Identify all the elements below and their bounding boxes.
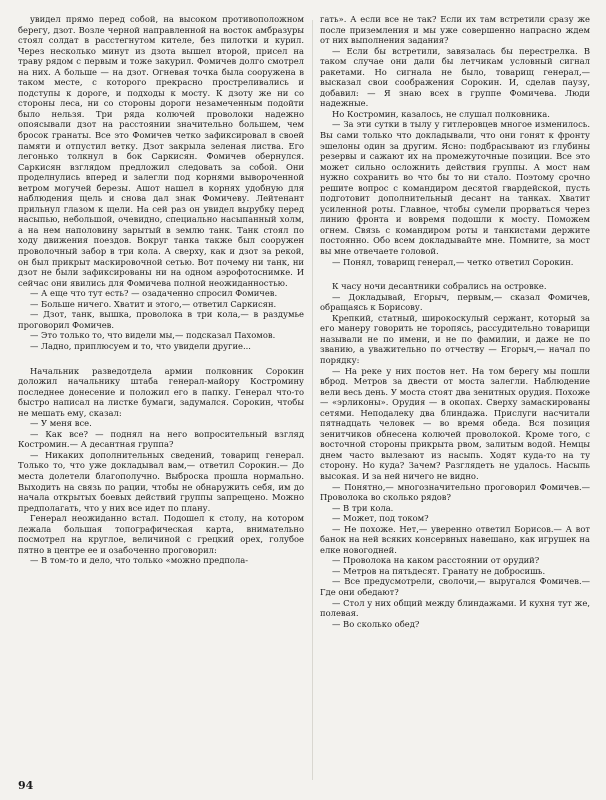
paragraph: — Проволока на каком расстоянии от орудий? xyxy=(332,555,540,566)
paragraph: К часу ночи десантники собрались на островке. xyxy=(332,281,547,292)
paragraph: Начальник разведотдела армии полковник Сорокин доложил начальнику штаба генерал-майору Костромину последнее донесение и положил его в папку. Генерал что-то быстро написал на листке бумаги, задумался. Сорокин, чтобы не мешать ему, сказал: xyxy=(18,365,304,418)
paragraph: — В три кола. xyxy=(332,502,394,513)
paragraph: увидел прямо перед собой, на высоком противоположном берегу, дзот. Возле черной направленной на восток амбразуры стоял солдат в расстегнутом кителе, без пилотки и курил. Через несколько минут из дзота вышел второй, присел на траву рядом с первым и тоже закурил. Фомичев долго смотрел на них. А больше — на дзот. Огневая точка была сооружена в таком месте, с которого прекрасно простреливались и подступы к дороге, и подходы к мосту. К дзоту же ни со стороны леса, ни со стороны дороги незамеченным подойти было нельзя. Три ряда колючей проволоки надежно опоясывали дзот на расстоянии значительно большем, чем бросок гранаты. Все это Фомичев четко зафиксировал в своей памяти и отпустил ветку. Дзот закрыла зеленая листва. Его легонько толкнул в бок Саркисян. Фомичев обернулся. Саркисян взглядом предложил следовать за собой. Они проделнулись вперед и залегли под корнями вывороченной ветром могучей березы. Ашот нашел в корнях удобную для наблюдения щель и снова дал знак Фомичеву. Лейтенант прильнул глазом к щели. На сей раз он увидел вырубку перед насыпью, небольшой, очевидно, специально насыпанный холм, а на нем наполовину зарытый в землю танк. Танк стоял по ходу движения поездов. Вокруг танка также был сооружен проволочный забор в три кола. А сверху, как и дзот за рекой, он был прикрыт маскировочной сетью. Вот почему ни танк, ни дзот не были зафиксированы ни на одном аэрофотоснимке. И сейчас они явились для Фомичева полной неожиданностью. xyxy=(18,14,304,288)
paragraph: Но Костромин, казалось, не слушал полковника. xyxy=(332,108,550,119)
paragraph: — На реке у них постов нет. На том берегу мы пошли вброд. Метров за двести от моста залегли. Наблюдение вели весь день. У моста стоят два зенитных орудия. Похоже — «эрликоны». Орудия — в окопах. Сверху замаскированы сетями. Неподалеку два блиндажа. Прислуги насчитали пятнадцать человек — во время обеда. Вся позиция зенитчиков обнесена колючей проволокой. Кроме того, с восточной стороны прикрыта рвом, залитым водой. Немцы днем часто вылезают из насыпь. Ходят куда-то на ту сторону. Но куда? Зачем? Разглядеть не удалось. Насыпь высокая. И за ней ничего не видно. xyxy=(320,365,590,481)
page-number: 94 xyxy=(18,779,34,792)
paragraph: — Ладно, приплюсуем и то, что увидели другие... xyxy=(30,340,251,351)
paragraph: — Если бы встретили, завязалась бы перестрелка. В таком случае они дали бы летчикам условный сигнал ракетами. Но сигнала не было, товарищ генерал,— высказал свои соображения Сорокин. И, сделав паузу, добавил: — Я знаю всех в группе Фомичева. Люди надежные. xyxy=(320,45,590,109)
paragraph: — Во сколько обед? xyxy=(332,618,420,629)
paragraph: — Не похоже. Нет,— уверенно ответил Борисов.— А вот банок на ней всяких консервных навешано, как игрушек на елке новогодней. xyxy=(320,523,590,555)
paragraph: — За эти сутки в тылу у гитлеровцев многое изменилось. Вы сами только что докладывали, что они гонят к фронту эшелоны один за другим. Ясно: подбрасывают из глубины резервы и сажают их на промежуточные позиции. Все это может сильно осложнить действия группы. А мост нам нужно сохранить во что бы то ни стало. Поэтому срочно решите вопрос с командиром десятой гвардейской, пусть подготовит дополнительный десант на танках. Хватит усиленной роты. Главное, чтобы сумели прорваться через линию фронта и вовремя подошли к мосту. Поможем огнем. Связь с командиром роты и танкистами держите постоянно. Обо всем докладывайте мне. Помните, за мост вы мне отвечаете головой. xyxy=(320,119,590,257)
paragraph: — А еще что тут есть? — озадаченно спросил Фомичев. xyxy=(30,288,278,299)
paragraph: — Больше ничего. Хватит и этого,— ответил Саркисян. xyxy=(30,298,277,309)
paragraph: Крепкий, статный, широкоскулый сержант, который за его манеру говорить не торопясь, рассудительно товарищи называли не по имени, и не по фамилии, и даже не по званию, а уважительно по отчеству — Егорыч,— начал по порядку: xyxy=(320,312,590,365)
paragraph: — Докладывай, Егорыч, первым,— сказал Фомичев, обращаясь к Борисову. xyxy=(320,291,590,313)
paragraph: — Дзот, танк, вышка, проволока в три кола,— в раздумье проговорил Фомичев. xyxy=(18,309,304,330)
paragraph: — Это только то, что видели мы,— подсказал Пахомов. xyxy=(30,330,276,341)
paragraph: — Стол у них общий между блиндажами. И кухня тут же, полевая. xyxy=(320,597,590,619)
paragraph: — Метров на пятьдесят. Гранату не добросишь. xyxy=(332,565,546,576)
right-column xyxy=(320,14,590,629)
paragraph: — Как все? — поднял на него вопросительный взгляд Костромин.— А десантная группа? xyxy=(18,428,304,450)
paragraph: — У меня все. xyxy=(30,418,92,429)
paragraph: гать». А если все не так? Если их там встретили сразу же после приземления и мы уже совершенно напрасно ждем от них выполнения задания? xyxy=(320,14,590,46)
paragraph: — Никаких дополнительных сведений, товарищ генерал. Только то, что уже докладывал вам,— ответил Сорокин.— До места долетели благополучно. Выброска прошла нормально. Выходить на связь по рации, чтобы не обнаружить себя, им до начала открытых боевых действий группы запрещено. Можно предполагать, что у них все идет по плану. xyxy=(18,449,304,513)
paragraph: — Может, под током? xyxy=(332,513,429,524)
left-column xyxy=(18,14,304,566)
paragraph: Генерал неожиданно встал. Подошел к столу, на котором лежала большая топографическая карта, внимательно посмотрел на круглое, величиной с грецкий орех, голубое пятно в центре ее и озабоченно проговорил: xyxy=(18,513,304,555)
paragraph: — Понятно,— многозначительно проговорил Фомичев.— Проволока во сколько рядов? xyxy=(320,481,590,503)
paragraph: — Все предусмотрели, сволочи,— выругался Фомичев.— Где они обедают? xyxy=(320,576,590,597)
column-divider xyxy=(312,20,313,780)
paragraph: — Понял, товарищ генерал,— четко ответил Сорокин. xyxy=(332,256,574,267)
paragraph: — В том-то и дело, что только «можно предпола- xyxy=(30,555,249,566)
